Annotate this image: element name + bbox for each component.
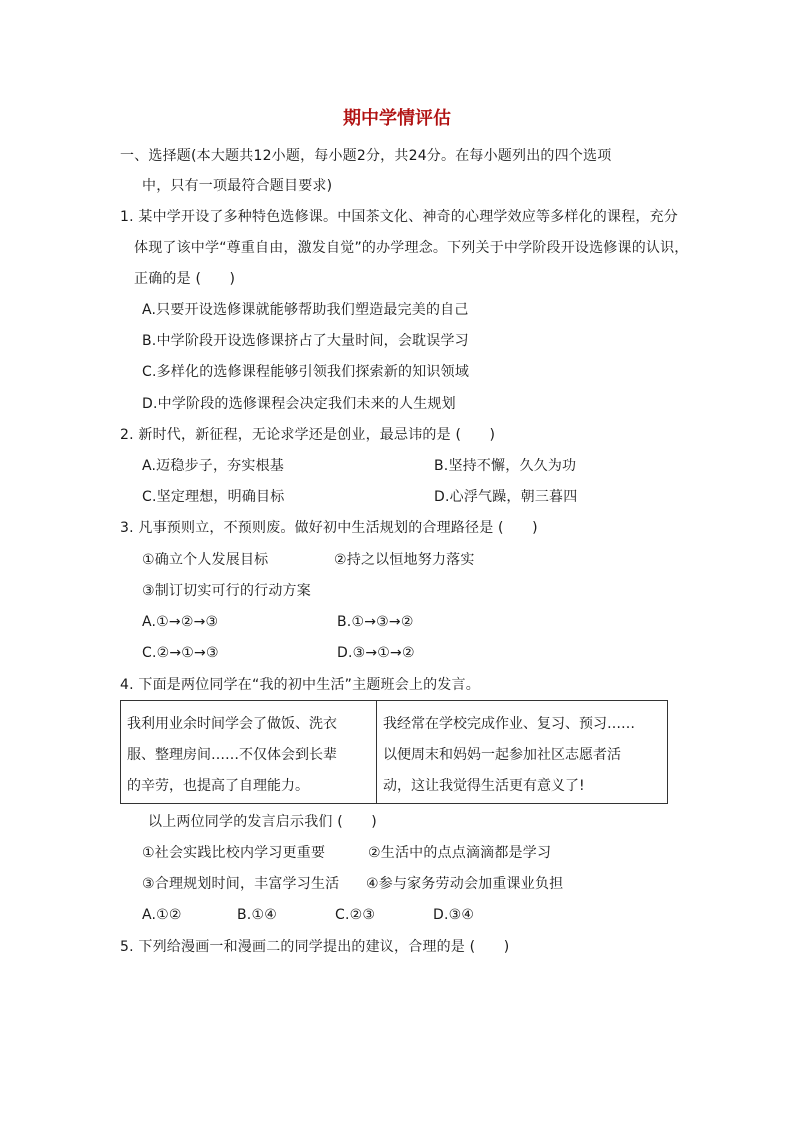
q2-stem: 2. 新时代，新征程，无论求学还是创业，最忌讳的是 ( ) [120,427,496,443]
q4-speech-table [120,700,668,804]
q2-option-c: C.坚定理想，明确目标 [142,489,285,505]
q4-item-3: ③合理规划时间，丰富学习生活 [142,876,340,892]
q4-option-b: B.①④ [237,907,277,923]
q2-option-b: B.坚持不懈，久久为功 [434,458,577,474]
section-heading-line2: 中，只有一项最符合题目要求) [142,178,333,194]
q4-item-4: ④参与家务劳动会加重课业负担 [366,876,564,892]
page-title: 期中学情评估 [343,108,451,129]
q2-option-d: D.心浮气躁，朝三暮四 [434,489,578,505]
q3-item-2: ②持之以恒地努力落实 [334,552,475,568]
q1-option-d: D.中学阶段的选修课程会决定我们未来的人生规划 [142,396,456,412]
q1-stem-line2: 体现了该中学“尊重自由，激发自觉”的办学理念。下列关于中学阶段开设选修课的认识， [134,240,689,256]
q3-option-a: A.①→②→③ [142,614,219,630]
q3-option-c: C.②→①→③ [142,645,219,661]
q4-option-d: D.③④ [433,907,475,923]
q4-right-line1: 我经常在学校完成作业、复习、预习…… [383,716,635,732]
q3-item-1: ①确立个人发展目标 [142,552,269,568]
q4-option-c: C.②③ [335,907,376,923]
q4-right-line3: 动，这让我觉得生活更有意义了! [383,778,585,794]
q4-prompt: 以上两位同学的发言启示我们 ( ) [148,814,377,830]
q4-stem: 4. 下面是两位同学在“我的初中生活”主题班会上的发言。 [120,677,480,693]
q4-right-line2: 以便周末和妈妈一起参加社区志愿者活 [383,747,621,763]
q1-option-c: C.多样化的选修课程能够引领我们探索新的知识领域 [142,364,470,380]
q4-speech-right [377,701,667,803]
q4-left-line1: 我利用业余时间学会了做饭、洗衣 [127,716,337,732]
q3-option-d: D.③→①→② [337,645,415,661]
q4-left-line2: 服、整理房间……不仅体会到长辈 [127,747,337,763]
q3-option-b: B.①→③→② [337,614,414,630]
section-heading-line1: 一、选择题(本大题共12小题，每小题2分，共24分。在每小题列出的四个选项 [120,148,612,164]
q4-speech-left [121,701,377,803]
q4-item-1: ①社会实践比校内学习更重要 [142,845,326,861]
q1-option-b: B.中学阶段开设选修课挤占了大量时间，会耽误学习 [142,333,469,349]
q1-option-a: A.只要开设选修课就能够帮助我们塑造最完美的自己 [142,302,469,318]
q4-left-line3: 的辛劳，也提高了自理能力。 [127,778,309,794]
q4-item-2: ②生活中的点点滴滴都是学习 [368,845,552,861]
q4-option-a: A.①② [142,907,182,923]
q3-item-3: ③制订切实可行的行动方案 [142,583,311,599]
q2-option-a: A.迈稳步子，夯实根基 [142,458,284,474]
q3-stem: 3. 凡事预则立，不预则废。做好初中生活规划的合理路径是 ( ) [120,520,538,536]
q5-stem: 5. 下列给漫画一和漫画二的同学提出的建议，合理的是 ( ) [120,939,510,955]
q1-stem-line1: 1. 某中学开设了多种特色选修课。中国茶文化、神奇的心理学效应等多样化的课程，充分 [120,209,679,225]
q1-stem-line3: 正确的是 ( ) [134,271,236,287]
